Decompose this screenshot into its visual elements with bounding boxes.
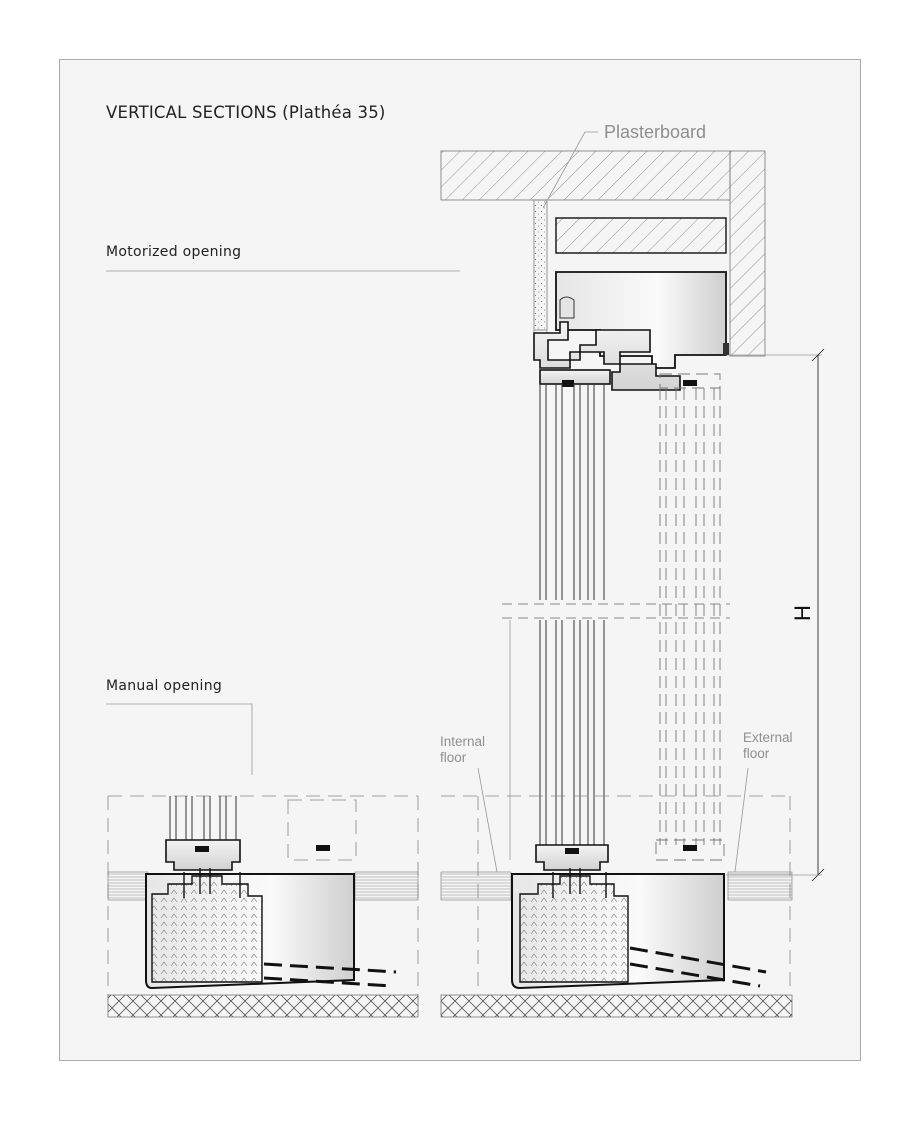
height-dimension-label: H <box>790 605 815 621</box>
page-title: VERTICAL SECTIONS (Plathéa 35) <box>106 103 386 122</box>
external-floor-callout <box>743 730 793 762</box>
foundation-right <box>441 995 792 1017</box>
side-wall <box>730 151 765 356</box>
foundation-left <box>108 995 418 1017</box>
motorized-section <box>441 132 824 1017</box>
internal-floor-line1: Internal <box>440 734 486 749</box>
manual-underline <box>106 704 252 775</box>
manual-opening-label: Manual opening <box>106 678 223 694</box>
plasterboard-callout: Plasterboard <box>604 122 707 142</box>
ceiling-slab <box>441 151 730 200</box>
top-beam <box>556 218 726 253</box>
manual-section <box>108 796 418 1017</box>
motorized-opening-label: Motorized opening <box>106 244 242 260</box>
internal-floor-callout <box>440 734 485 766</box>
motor-housing <box>556 272 726 368</box>
external-floor-line2: floor <box>743 746 770 761</box>
internal-floor-line2: floor <box>440 750 467 765</box>
plasterboard <box>534 200 547 330</box>
external-floor-line1: External <box>743 730 793 745</box>
